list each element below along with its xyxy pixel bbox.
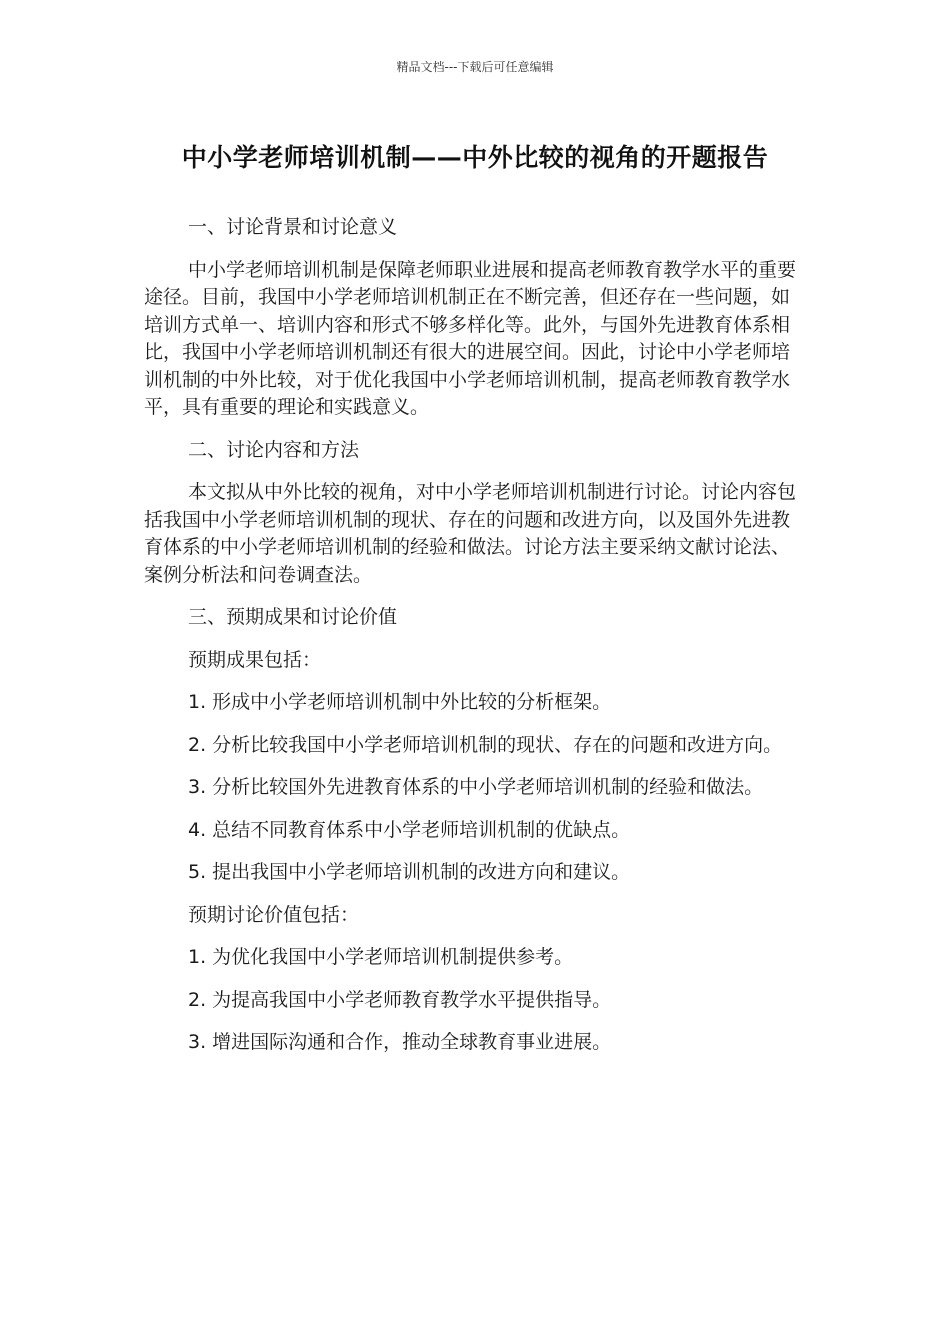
value-item: 3. 增进国际沟通和合作，推动全球教育事业进展。 <box>188 1031 612 1053</box>
section-heading-background: 一、讨论背景和讨论意义 <box>188 216 398 238</box>
document-title: 中小学老师培训机制——中外比较的视角的开题报告 <box>181 143 769 172</box>
outcome-item: 1. 形成中小学老师培训机制中外比较的分析框架。 <box>188 691 612 713</box>
values-intro: 预期讨论价值包括： <box>188 903 360 926</box>
section-paragraph-background: 中小学老师培训机制是保障老师职业进展和提高老师教育教学水平的重要途径。目前，我国中小学老师培训机制正在不断完善，但还存在一些问题，如培训方式单一、培训内容和形式不够多样化等。此外，与国外先进教育体系相比，我国中小学老师培训机制还有很大的进展空间。因此，讨论中小学老师培训机制的中外比较，对于优化我国中小学老师培训机制，提高老师教育教学水平，具有重要的理论和实践意义。 <box>144 258 797 418</box>
header-note: 精品文档---下载后可任意编辑 <box>396 60 554 74</box>
outcome-item: 3. 分析比较国外先进教育体系的中小学老师培训机制的经验和做法。 <box>188 776 764 798</box>
outcome-item: 2. 分析比较我国中小学老师培训机制的现状、存在的问题和改进方向。 <box>188 733 783 756</box>
document-body <box>144 214 808 1072</box>
outcomes-intro: 预期成果包括： <box>188 648 322 671</box>
outcome-item: 5. 提出我国中小学老师培训机制的改进方向和建议。 <box>188 861 631 883</box>
section-heading-content-method: 二、讨论内容和方法 <box>188 438 360 461</box>
section-paragraph-content-method: 本文拟从中外比较的视角，对中小学老师培训机制进行讨论。讨论内容包括我国中小学老师培训机制的现状、存在的问题和改进方向，以及国外先进教育体系的中小学老师培训机制的经验和做法。讨论方法主要采纳文献讨论法、案例分析法和问卷调查法。 <box>144 481 797 586</box>
section-heading-expected-results: 三、预期成果和讨论价值 <box>188 606 398 628</box>
value-item: 1. 为优化我国中小学老师培训机制提供参考。 <box>188 946 574 968</box>
value-item: 2. 为提高我国中小学老师教育教学水平提供指导。 <box>188 988 612 1011</box>
outcome-item: 4. 总结不同教育体系中小学老师培训机制的优缺点。 <box>188 818 631 841</box>
